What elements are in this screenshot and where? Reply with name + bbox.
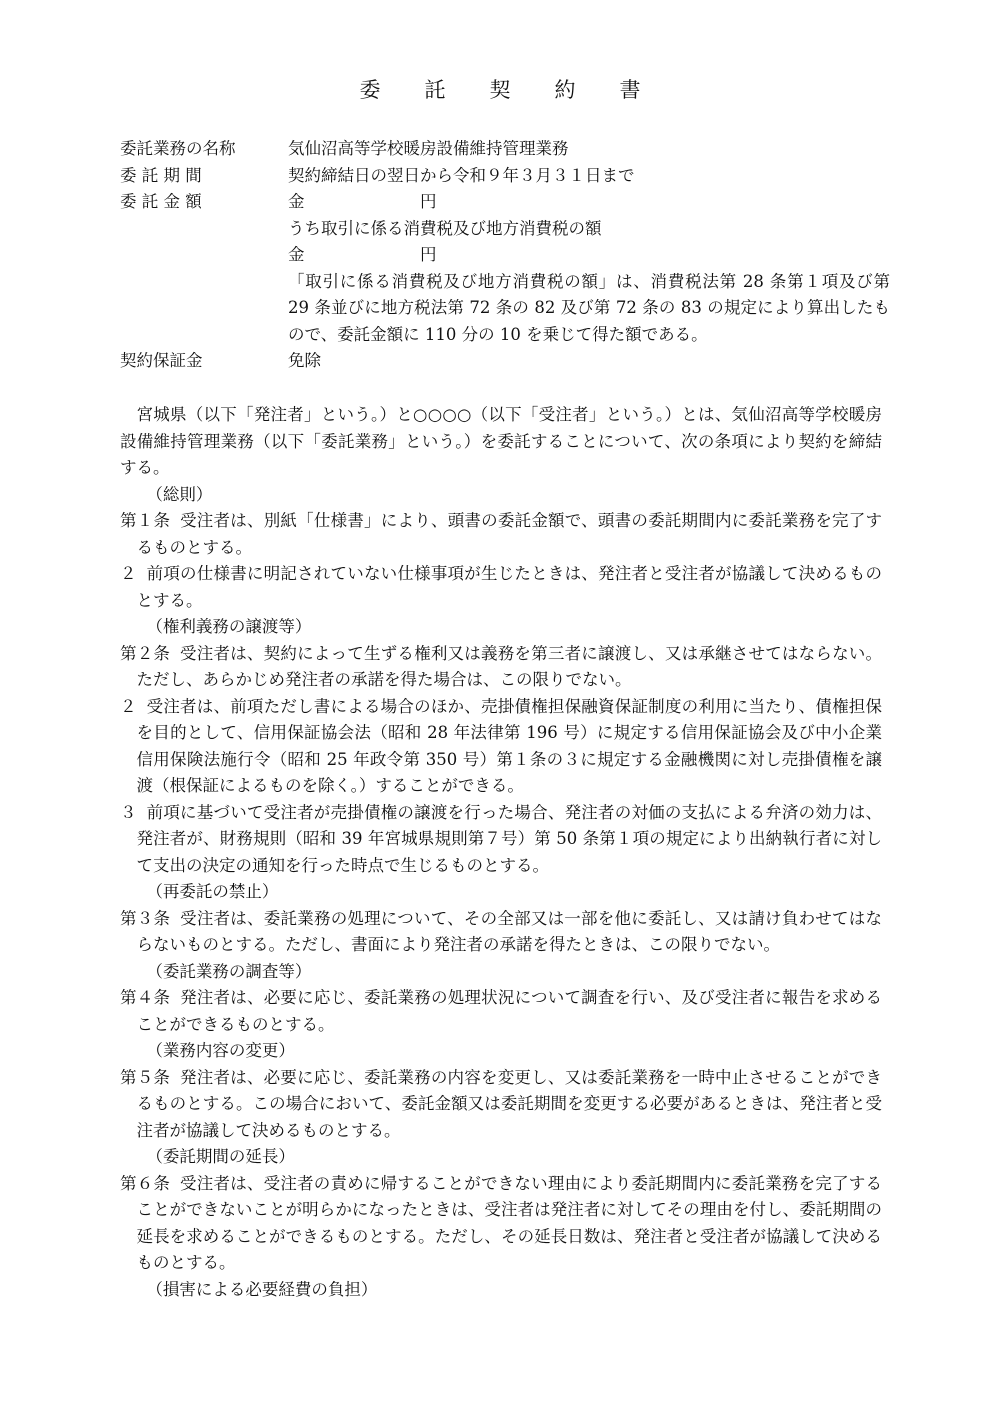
article-heading: （再委託の禁止） (146, 882, 279, 901)
period-value: 契約締結日の翌日から令和９年３月３１日まで (288, 165, 635, 185)
title-char: 書 (619, 78, 641, 102)
name-label: 委託業務の名称 (120, 139, 236, 158)
article-paragraph (120, 641, 882, 694)
title-char: 委 (359, 78, 381, 102)
deposit-label: 契約保証金 (120, 351, 203, 370)
article-text: 発注者は、必要に応じ、委託業務の処理状況について調査を行い、及び受注者に報告を求めることができるものとする。 (136, 988, 883, 1034)
header-row-deposit (120, 348, 890, 375)
article-number: 第４条 (120, 988, 171, 1007)
article-text: 前項に基づいて受注者が売掛債権の譲渡を行った場合、発注者の対価の支払による弁済の効力は、発注者が、財務規則（昭和 39 年宮城県規則第７号）第 50 条第１項の規定により出納執行者に対して支出の決定の通知を行った時点で生じるものとする。 (136, 802, 883, 875)
period-label: 委 託 期 間 (120, 165, 202, 185)
article-section (120, 1277, 882, 1304)
name-value: 気仙沼高等学校暖房設備維持管理業務 (288, 139, 569, 158)
article-text: 受注者は、委託業務の処理について、その全部又は一部を他に委託し、又は請け負わせてはならないものとする。ただし、書面により発注者の承諾を得たときは、この限りでない。 (136, 908, 882, 954)
article-heading: （委託期間の延長） (146, 1147, 295, 1166)
article-text: 前項の仕様書に明記されていない仕様事項が生じたときは、発注者と受注者が協議して決めるものとする。 (136, 564, 883, 610)
article-section (120, 482, 882, 615)
article-text: 受注者は、前項ただし書による場合のほか、売掛債権担保融資保証制度の利用に当たり、債権担保を目的として、信用保証協会法（昭和 28 年法律第 196 号）に規定する信用保証協会及び中小企業信用保険法施行令（昭和 25 年政令第 350 号）第１条の３に規定する金融機関に対し売掛債権を譲渡（根保証によるものを除く。）することができる。 (136, 696, 883, 795)
article-section (120, 879, 882, 959)
document-title (0, 74, 1000, 104)
article-paragraph (120, 906, 882, 959)
article-section (120, 1144, 882, 1277)
article-heading: （総則） (146, 484, 213, 504)
article-number: 第６条 (120, 1173, 171, 1193)
paragraph-number: ２ (120, 564, 137, 583)
article-section (120, 614, 882, 879)
amount-value (288, 189, 890, 348)
article-paragraph (120, 800, 882, 880)
article-paragraph (120, 561, 882, 614)
preamble: 宮城県（以下「発注者」という。）と○○○○（以下「受注者」という。）とは、気仙沼高等学校暖房設備維持管理業務（以下「委託業務」という。）を委託することについて、次の条項により契約を締結する。 (120, 405, 882, 477)
title-char: 約 (554, 78, 576, 102)
article-paragraph (120, 985, 882, 1038)
header-row-period (120, 163, 890, 190)
article-paragraph (120, 1171, 882, 1277)
article-heading: （権利義務の譲渡等） (146, 617, 312, 636)
tax-note: 「取引に係る消費税及び地方消費税の額」は、消費税法第 28 条第１項及び第 29 条並びに地方税法第 72 条の 82 及び第 72 条の 83 の規定により算出したもので、委託金額に 110 分の 10 を乗じて得た額である。 (288, 271, 890, 344)
tax-label-line: うち取引に係る消費税及び地方消費税の額 (288, 218, 602, 238)
article-paragraph (120, 508, 882, 561)
amount-line: 金 円 (288, 192, 437, 211)
paragraph-number: ２ (120, 696, 137, 716)
header-row-name (120, 136, 890, 163)
paragraph-number: ３ (120, 802, 137, 822)
article-text: 受注者は、別紙「仕様書」により、頭書の委託金額で、頭書の委託期間内に委託業務を完了するものとする。 (136, 511, 883, 557)
contract-body (120, 402, 882, 1303)
article-number: 第５条 (120, 1067, 171, 1087)
contract-header (120, 136, 890, 375)
article-text: 発注者は、必要に応じ、委託業務の内容を変更し、又は委託業務を一時中止させることができるものとする。この場合において、委託金額又は委託期間を変更する必要があるときは、発注者と受注者が協議して決めるものとする。 (136, 1067, 883, 1140)
title-char: 契 (489, 78, 511, 102)
article-heading: （損害による必要経費の負担） (146, 1279, 378, 1299)
article-section (120, 959, 882, 1039)
article-number: 第２条 (120, 643, 171, 663)
article-paragraph (120, 694, 882, 800)
article-number: 第１条 (120, 511, 171, 530)
article-heading: （委託業務の調査等） (146, 961, 312, 981)
article-section (120, 1038, 882, 1144)
tax-amount-line: 金 円 (288, 245, 437, 264)
article-text: 受注者は、受注者の責めに帰することができない理由により委託期間内に委託業務を完了することができないことが明らかになったときは、受注者は発注者に対してその理由を付し、委託期間の延長を求めることができるものとする。ただし、その延長日数は、発注者と受注者が協議して決めるものとする。 (136, 1173, 883, 1272)
article-number: 第３条 (120, 908, 171, 928)
title-char: 託 (424, 78, 446, 102)
deposit-value: 免除 (288, 351, 321, 370)
amount-label: 委 託 金 額 (120, 192, 202, 211)
article-heading: （業務内容の変更） (146, 1041, 295, 1060)
article-text: 受注者は、契約によって生ずる権利又は義務を第三者に譲渡し、又は承継させてはならない。ただし、あらかじめ発注者の承諾を得た場合は、この限りでない。 (136, 643, 883, 689)
header-row-amount (120, 189, 890, 348)
article-paragraph (120, 1065, 882, 1145)
